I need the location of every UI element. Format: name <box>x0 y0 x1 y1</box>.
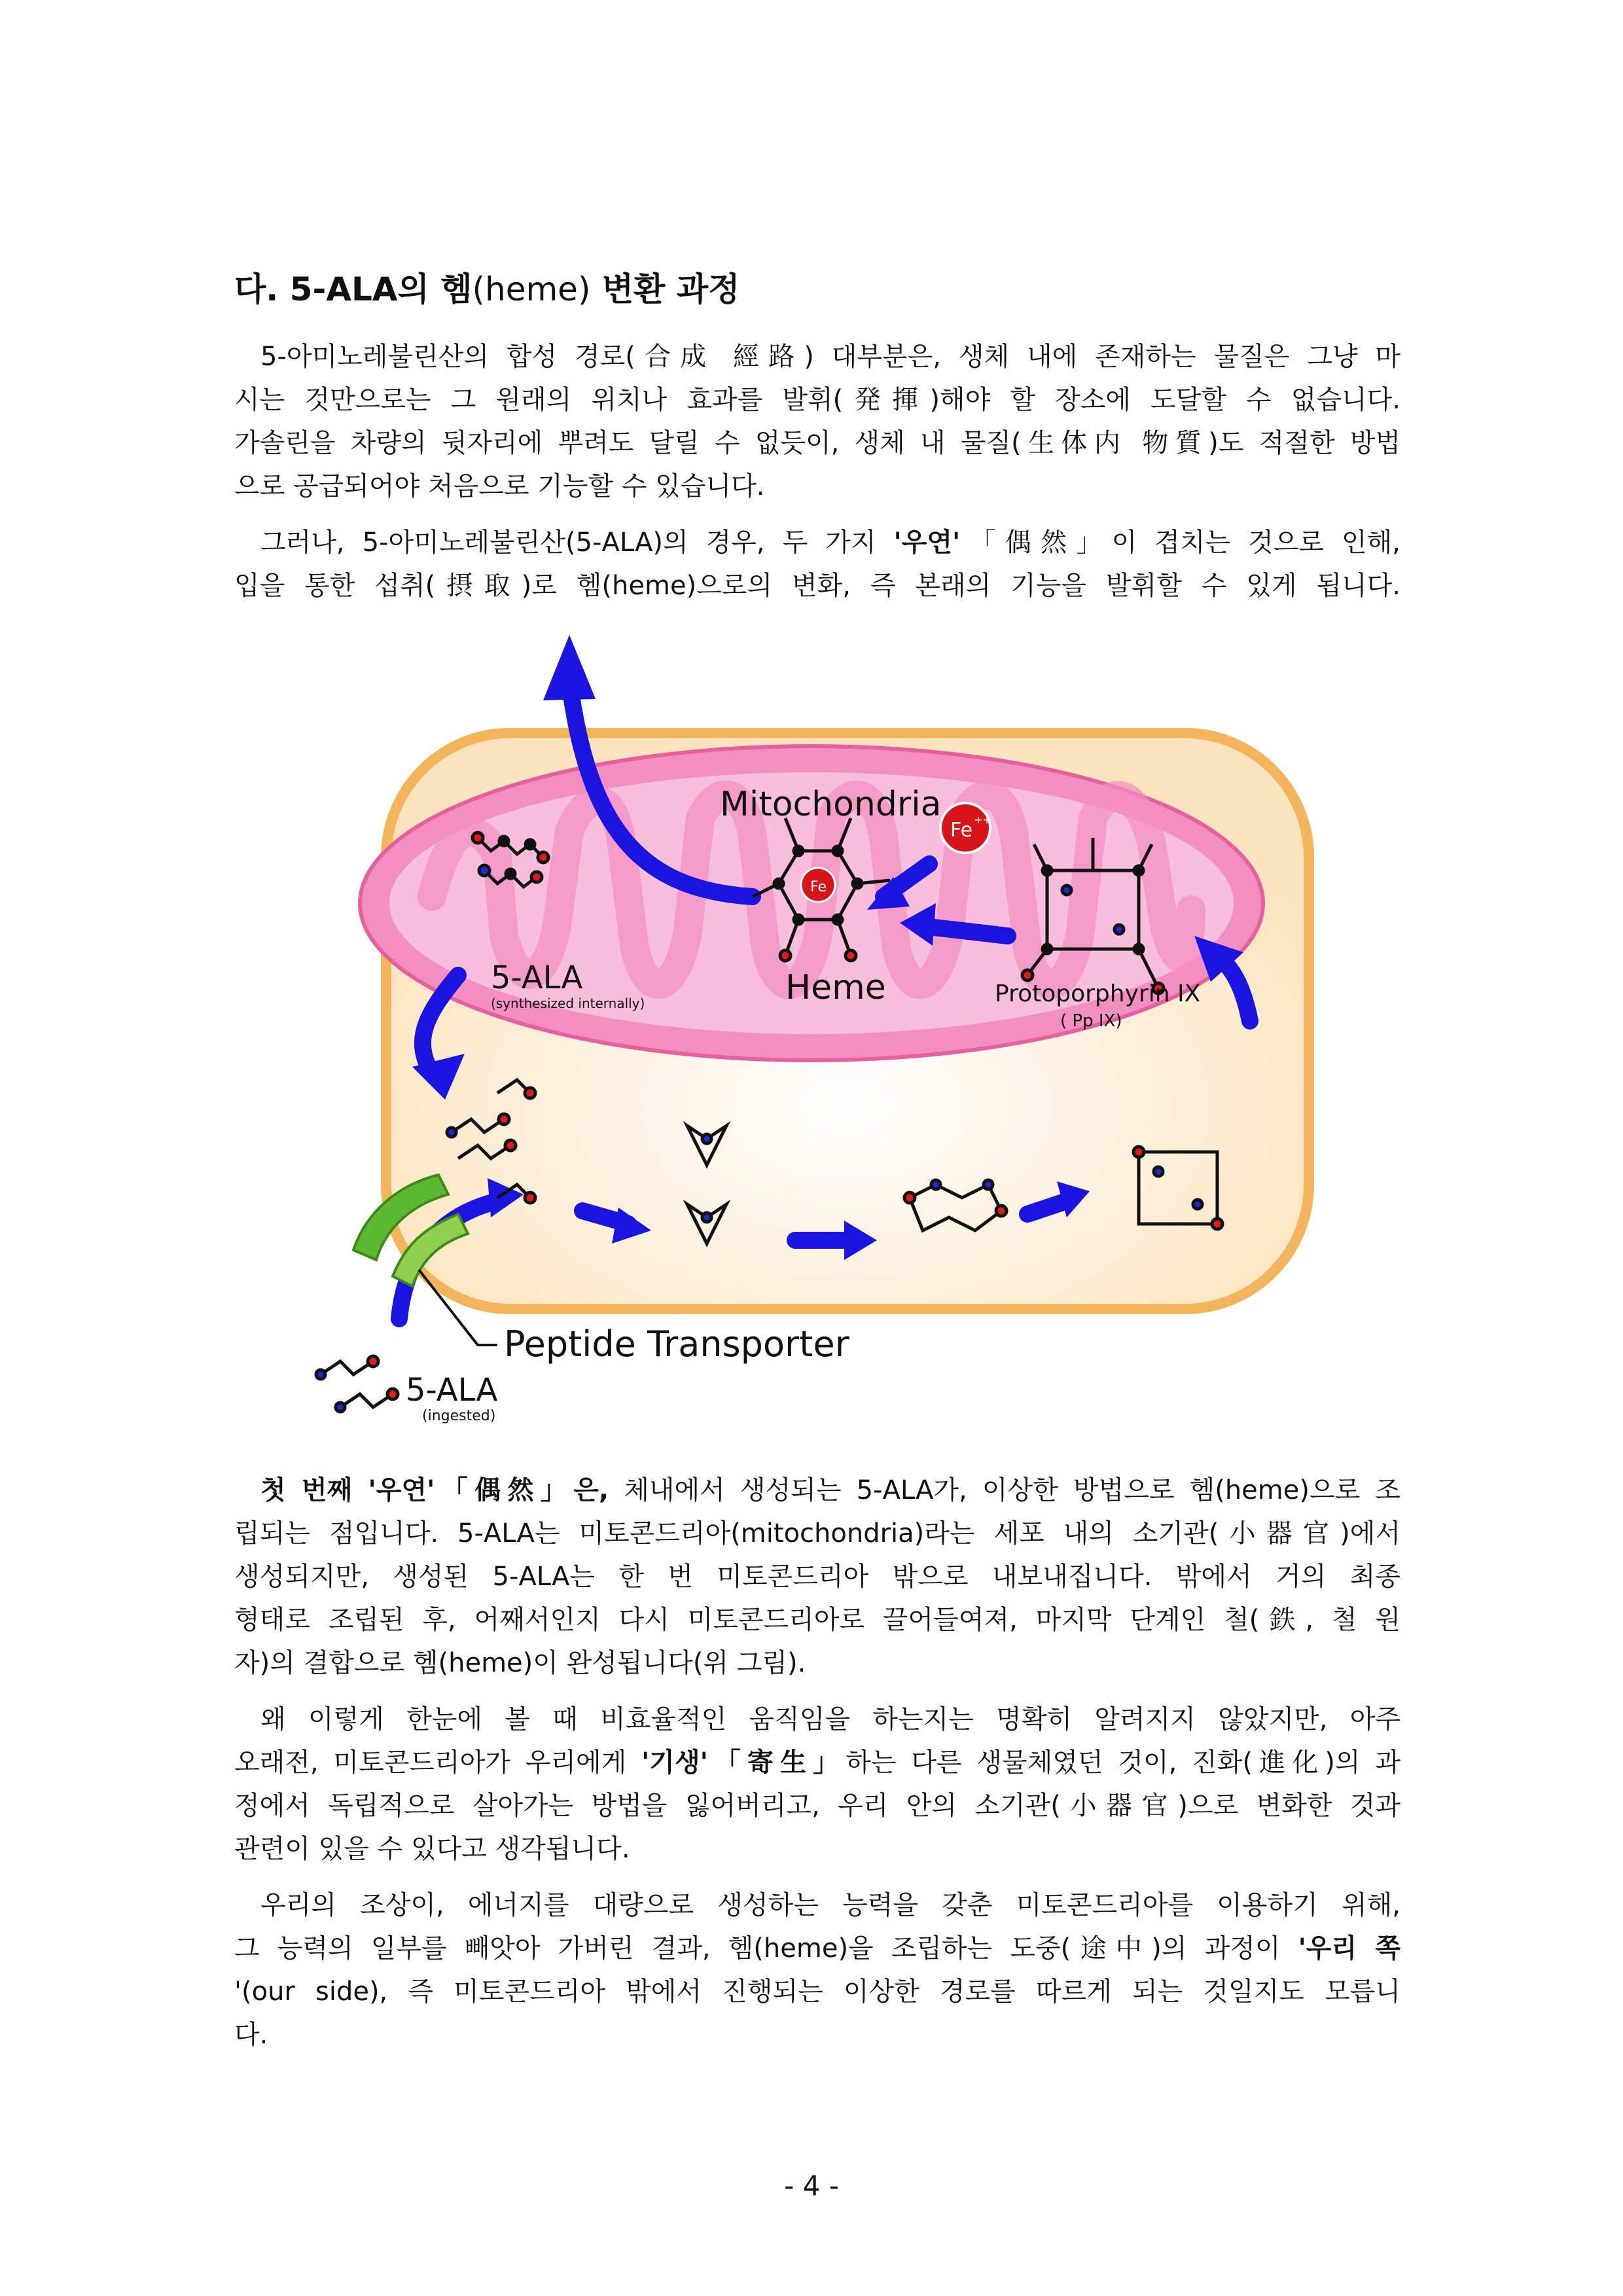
fe-label-heme: Fe <box>810 879 827 895</box>
arrow-ppix-to-heme <box>923 926 1008 936</box>
paragraph-parasite-origin: 왜 이렇게 한눈에 볼 때 비효율적인 움직임을 하는지는 명확히 알려지지 않았지만, 아주 오래전, 미토콘드리아가 우리에게 '기생'「寄生」하는 다른 생물체였던 것이, 진화(進化)의 과 정에서 독립적으로 살아가는 방법을 잃어버리고, 우리 안의 소기관(小器官)으로 변화한 것과 관련이 있을 수 있다고 생각됩니다. <box>234 1704 1400 1864</box>
mitochondria-label: Mitochondria <box>720 785 942 824</box>
arrow-head-up <box>543 635 596 700</box>
paragraph-our-side: 우리의 조상이, 에너지를 대량으로 생성하는 능력을 갖춘 미토콘드리아를 이용하기 위해, 그 능력의 일부를 빼앗아 가버린 결과, 헴(heme)을 조립하는 도중(途中)의 과정이 '우리 쪽 '(our side), 즉 미토콘드리아 밖에서 진행되는 이상한 경로를 따르게 되는 것일지도 모릅니 다. <box>234 1890 1400 2050</box>
ppix-sublabel: ( Pp IX) <box>1060 1011 1122 1031</box>
heme-label: Heme <box>785 968 886 1007</box>
paragraph-first-coincidence: 첫 번째 '우연'「偶然」은, 체내에서 생성되는 5-ALA가, 이상한 방법으로 헴(heme)으로 조 립되는 점입니다. 5-ALA는 미토콘드리아(mitochondria)라는 세포 내의 소기관(小器官)에서 생성되지만, 생성된 5-ALA는 한 번 미토콘드리아 밖으로 내보내집니다. 밖에서 거의 최종 형태로 조립된 후, 어째서인지 다시 미토콘드리아로 끌어들여져, 마지막 단계인 철(鉄, 철 원 자)의 결합으로 헴(heme)이 완성됩니다(위 그림). <box>234 1475 1400 1678</box>
fe-charge-label: ++ <box>974 814 991 826</box>
heme-synthesis-diagram <box>281 622 1329 1427</box>
ala-internal-label: 5-ALA <box>491 960 583 996</box>
ala-ingested-sublabel: (ingested) <box>422 1408 496 1424</box>
ppix-label: Protoporphyrin IX <box>995 980 1201 1007</box>
ala-ingested-label: 5-ALA <box>406 1372 498 1408</box>
ala-internal-sublabel: (synthesized internally) <box>491 996 645 1011</box>
page-number: - 4 - <box>784 2170 839 2202</box>
iron-atom-in-heme <box>801 868 835 902</box>
diagram-svg <box>281 622 1329 1427</box>
molecule-ala-ingested <box>316 1356 398 1412</box>
paragraph-delivery: 5-아미노레불린산의 합성 경로(合成 經路) 대부분은, 생체 내에 존재하는 물질은 그냥 마 시는 것만으로는 그 원래의 위치나 효과를 발휘(発揮)해야 할 장소에 도달할 수 없습니다. 가솔린을 차량의 뒷자리에 뿌려도 달릴 수 없듯이, 생체 내 물질(生体内 物質)도 적절한 방법 으로 공급되어야 처음으로 기능할 수 있습니다. <box>234 342 1400 501</box>
paragraph-coincidence: 그러나, 5-아미노레불린산(5-ALA)의 경우, 두 가지 '우연'「偶然」이 겹치는 것으로 인해, 입을 통한 섭취(摂取)로 헴(heme)으로의 변화, 즉 본래의 기능을 발휘할 수 있게 됩니다. <box>234 528 1400 601</box>
iron-ion-free <box>940 803 991 853</box>
fe-label-free: Fe <box>950 819 973 842</box>
section-title: 다. 5-ALA의 헴(heme) 변환 과정 <box>234 270 740 308</box>
transporter-label: Peptide Transporter <box>504 1323 849 1365</box>
